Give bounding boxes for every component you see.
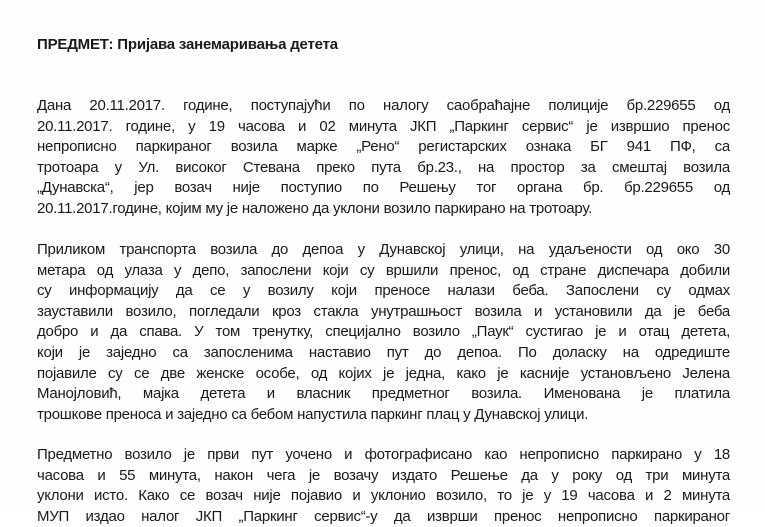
paragraph-1 (37, 96, 730, 220)
text-line: појавиле су се две женске особе, од којих је једна, како је касније установљено Јелена (37, 364, 730, 382)
paragraph-3 (37, 445, 730, 527)
text-line: непрописно паркираног возила марке „Рено“ регистарских ознака БГ 941 ПФ, са (37, 138, 730, 156)
text-line: тротоара у Ул. високог Стевана преко пута бр.23., на простор за смештај возила (37, 158, 730, 176)
text-line: метара од улаза у депо, запослени који су вршили пренос, од стране диспечара добили (37, 261, 730, 279)
text-line: 20.11.2017. године, у 19 часова и 02 минута ЈКП „Паркинг сервис“ је извршио пренос (37, 117, 730, 135)
text-line: који је заједно са запосленима наставио пут до депоа. По доласку на одредиште (37, 343, 730, 361)
paragraph-2 (37, 240, 730, 425)
text-line: трошкове преноса и заједно са бебом напустила паркинг плац у Дунавској улици. (37, 405, 589, 423)
text-line: Приликом транспорта возила до депоа у Дунавској улици, на удаљености од око 30 (37, 241, 730, 258)
text-line: Дана 20.11.2017. године, поступајући по налогу саобраћајне полиције бр.229655 од (37, 97, 730, 114)
subject-heading: ПРЕДМЕТ: Пријава занемаривања детета (37, 36, 338, 53)
text-line: 20.11.2017.године, којим му је наложено да уклони возило паркирано на тротоару. (37, 199, 592, 217)
text-line: добро и да спава. У том тренутку, специјално возило „Паук“ сустигао је и отац детета, (37, 323, 730, 341)
text-line: су информацију да се у возилу који преносе налази беба. Запослени су одмах (37, 282, 730, 300)
text-line: МУП издао налог ЈКП „Паркинг сервис“-у да изврши пренос непрописно паркираног (37, 507, 730, 525)
text-line: Предметно возило је први пут уочено и фотографисано као непрописно паркирано у 18 (37, 446, 730, 463)
text-line: зауставили возило, погледали кроз стакла унутрашњост возила и установили да је беба (37, 302, 730, 320)
text-line: уклони исто. Како се возач није појавио и уклонио возило, то је у 19 часова и 2 минута (37, 487, 730, 505)
text-line: Манојловић, мајка детета и власник предметног возила. Именована је платила (37, 385, 730, 403)
text-line: „Дунавска“, јер возач није поступио по Решењу тог органа бр. бр.229655 од (37, 179, 730, 197)
text-line: часова и 55 минута, након чега је возачу издато Решење да у року од три минута (37, 466, 730, 484)
